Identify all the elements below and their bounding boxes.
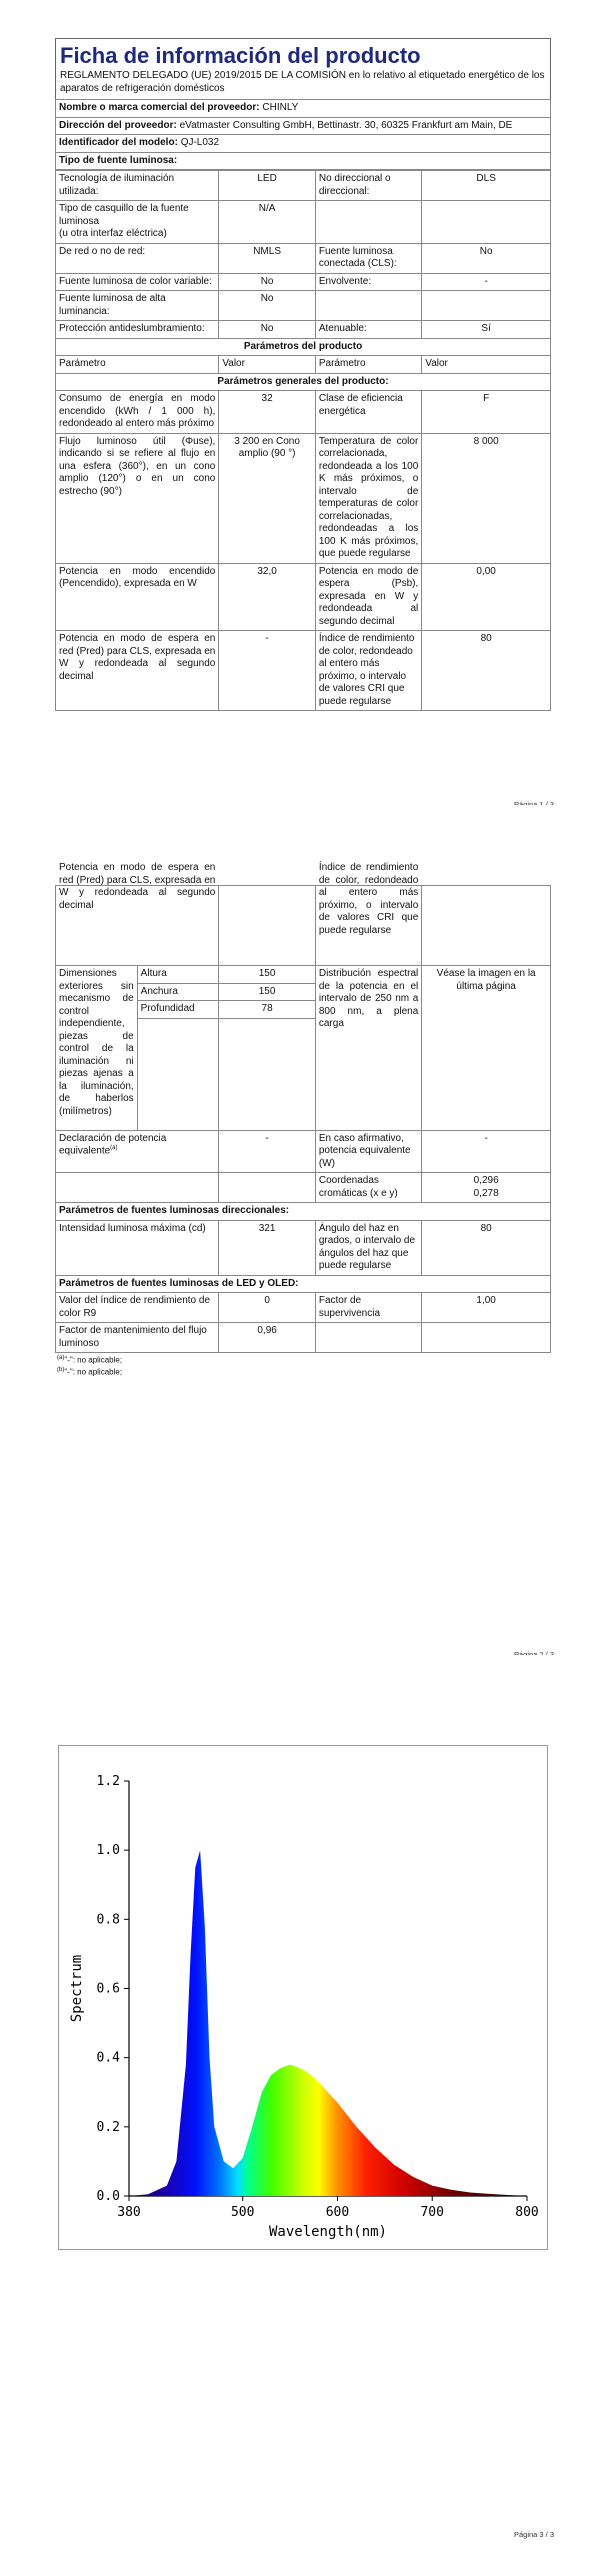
page-number: Página 3 / 3 [513,2530,554,2539]
param-value: F [422,391,551,434]
type-value: LED [219,171,316,201]
param-value: 32 [219,391,316,434]
page-1-content [55,38,551,780]
type-value: No [219,321,316,339]
col-header-param: Parámetro [56,356,219,374]
type-label: De red o no de red: [56,243,219,273]
supplier-name-label: Nombre o marca comercial del proveedor: [59,102,260,114]
type-value: DLS [422,171,551,201]
max-intensity-label: Intensidad luminosa máxima (cd) [56,1220,219,1275]
param-label-continued [56,862,219,966]
type-value: N/A [219,201,316,244]
supplier-name: CHINLY [262,102,299,114]
col-header-value: Valor [422,356,551,374]
param-value [422,1323,551,1353]
cri-label: Índice de rendimiento de color, redondeado al entero más próximo, o intervalo de valores CRI que puede regularse [318,862,419,936]
spd-value: Véase la imagen en la última página [422,966,551,1131]
x-tick-label: 700 [420,2205,444,2220]
param-label: Clase de eficiencia energética [315,391,421,434]
cap-type-label: Tipo de casquillo de la fuente luminosa [59,203,189,227]
r9-label: Valor del índice de rendimiento de color R9 [56,1293,219,1323]
led-params-heading: Parámetros de fuentes luminosas de LED y OLED: [56,1275,551,1293]
type-label: Fuente luminosa de color variable: [56,273,219,291]
dim-depth-label: Profundidad [137,1001,219,1019]
type-value: NMLS [219,243,316,273]
param-label: Índice de rendimiento de color, redondeado al entero más próximo, o intervalo de valores CRI que puede regularse [315,631,421,711]
light-source-type-heading: Tipo de fuente luminosa: [56,152,551,170]
equiv-label-text: Declaración de potencia equivalente [59,1132,167,1157]
blank-cell [56,1173,219,1203]
footnote-a: $^{(a)}$"-": no aplicable; [57,1355,123,1365]
document-title: Ficha de información del producto [60,43,421,68]
y-tick-label: 0.4 [96,2050,120,2066]
type-value: - [422,273,551,291]
y-tick-label: 0.2 [96,2119,120,2135]
model-label: Identificador del modelo: [59,137,178,149]
model-id: QJ-L032 [180,137,220,149]
dim-height-label: Altura [137,966,219,984]
type-value [422,291,551,321]
page-1 [0,0,603,805]
param-value: 8 000 [422,433,551,563]
param-value-continued [422,886,551,966]
type-value: Sí [422,321,551,339]
dim-empty [137,1018,219,1130]
chromaticity-x: 0,296 [473,1175,499,1186]
dim-empty [219,1018,316,1130]
param-label: Potencia en modo encendido (Pencendido), expresada en W [56,563,219,631]
param-value: 80 [422,631,551,711]
param-value-continued [219,886,316,966]
standby-network-label: Potencia en modo de espera en red (Pred) para CLS, expresada en W y redondeada al segundo decimal [59,862,216,911]
type-label: Protección antideslumbramiento: [56,321,219,339]
type-label: Tecnología de iluminación utilizada: [56,171,219,201]
product-params-heading: Parámetros del producto [56,338,551,356]
param-label: Potencia en modo de espera (Psb), expresada en W y redondeada al segundo decimal [315,563,421,631]
dim-height-value: 150 [219,966,316,984]
light-source-type-table [55,170,551,711]
page-2-content [55,862,551,1485]
cap-type-note: (u otra interfaz eléctrica) [59,228,167,240]
equiv-power-value: - [422,1130,551,1173]
supplier-table [55,99,551,170]
param-value: 0,00 [422,563,551,631]
dim-depth-value: 78 [219,1001,316,1019]
spectrum-chart-svg [59,1746,547,2249]
x-tick-label: 800 [515,2205,539,2220]
param-label: Flujo luminoso útil (Φuse), indicando si se refiere al flujo en una esfera (360°), en un cono amplio (120°) o en un cono estrecho (90°) [56,433,219,563]
y-tick-label: 0.0 [96,2189,120,2204]
equiv-value: - [219,1130,316,1173]
type-label [315,291,421,321]
y-tick-label: 1.0 [96,1843,120,1859]
param-label-continued [315,862,421,966]
type-value: No [422,243,551,273]
param-value: - [219,631,316,711]
param-value: 32,0 [219,563,316,631]
x-tick-label: 380 [117,2205,141,2220]
survival-value: 1,00 [422,1293,551,1323]
r9-value: 0 [219,1293,316,1323]
supplier-address-label: Dirección del proveedor: [59,119,177,131]
type-label [56,201,219,244]
chromaticity-label: Coordenadas cromáticas (x e y) [315,1173,421,1203]
col-header-param: Parámetro [315,356,421,374]
page-3 [0,1655,603,2560]
dim-width-value: 150 [219,983,316,1001]
type-label: No direccional o direccional: [315,171,421,201]
model-cell [56,135,551,153]
dimensions-label: Dimensiones exteriores sin mecanismo de control independiente, piezas de control de la iluminación ni piezas ajenas a la iluminación, de haberlos (milímetros) [56,966,138,1131]
type-value: No [219,291,316,321]
chromaticity-y: 0,278 [473,1187,499,1199]
y-axis-label: Spectrum [69,1954,85,2023]
type-label: Fuente luminosa conectada (CLS): [315,243,421,273]
supplier-name-cell [56,100,551,118]
beam-angle-label: Ángulo del haz en grados, o intervalo de ángulos del haz que puede regularse [315,1220,421,1275]
type-value: No [219,273,316,291]
supplier-address-cell [56,117,551,135]
lumen-maintenance-label: Factor de mantenimiento del flujo luminoso [56,1323,219,1353]
max-intensity-value: 321 [219,1220,316,1275]
spectrum-chart [58,1745,548,2250]
spd-label: Distribución espectral de la potencia en el intervalo de 250 nm a 800 nm, a plena carga [315,966,421,1131]
blank-cell [219,1173,316,1203]
plot-area [97,1774,539,2220]
document-subtitle: REGLAMENTO DELEGADO (UE) 2019/2015 DE LA COMISIÓN en lo relativo al etiquetado energético de los aparatos de refrigeración domésticos [60,70,545,94]
param-label: Potencia en modo de espera en red (Pred) para CLS, expresada en W y redondeada al segundo decimal [56,631,219,711]
y-tick-label: 0.8 [96,1912,120,1928]
param-label: Temperatura de color correlacionada, redondeada a los 100 K más próximos, o intervalo de temperaturas de color correlacionadas, redondeadas a los 100 K más próximos, que puede regularse [315,433,421,563]
general-params-heading: Parámetros generales del producto: [56,373,551,391]
type-label: Atenuable: [315,321,421,339]
chromaticity-value [422,1173,551,1203]
x-tick-label: 500 [230,2205,255,2220]
param-label: Consumo de energía en modo encendido (kWh / 1 000 h), redondeado al entero más próximo [56,391,219,434]
directional-params-heading: Parámetros de fuentes luminosas direccionales: [56,1203,551,1221]
type-label: Envolvente: [315,273,421,291]
equiv-footnote-ref: (a) [110,1145,118,1151]
supplier-address: eVatmaster Consulting GmbH, Bettinastr. 30, 60325 Frankfurt am Main, DE [179,119,513,131]
equiv-power-label: En caso afirmativo, potencia equivalente (W) [315,1130,421,1173]
x-tick-label: 600 [325,2205,350,2220]
param-value: 3 200 en Cono amplio (90 °) [219,433,316,563]
footnote-b: $^{(b)}$"-": no aplicable; [57,1366,123,1377]
params-table-continued [55,862,551,1353]
spectrum-area [129,1850,527,2196]
survival-label: Factor de supervivencia [315,1293,421,1323]
y-tick-label: 0.6 [96,1981,120,1997]
type-label [315,201,421,244]
col-header-value: Valor [219,356,316,374]
lumen-maintenance-value: 0,96 [219,1323,316,1353]
type-label: Fuente luminosa de alta luminancia: [56,291,219,321]
type-value [422,201,551,244]
page-2 [0,805,603,1655]
x-axis-label: Wavelength(nm) [268,2224,388,2240]
param-label [315,1323,421,1353]
equiv-label [56,1130,219,1173]
dim-width-label: Anchura [137,983,219,1001]
beam-angle-value: 80 [422,1220,551,1275]
y-tick-label: 1.2 [96,1774,120,1789]
